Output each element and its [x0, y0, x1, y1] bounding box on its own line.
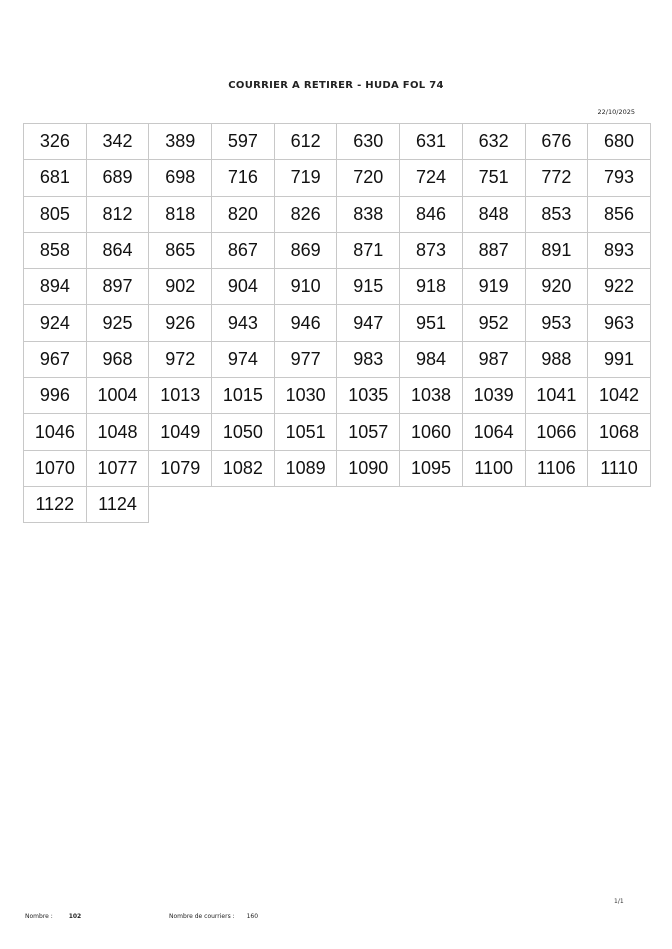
table-cell: 869: [275, 233, 338, 269]
courriers-label: Nombre de courriers :: [169, 913, 235, 920]
table-cell: 904: [212, 269, 275, 305]
table-cell: 853: [526, 197, 589, 233]
table-cell: 751: [463, 160, 526, 196]
table-cell: 946: [275, 305, 338, 341]
nombre-value: 102: [68, 913, 82, 920]
table-cell: 1100: [463, 451, 526, 487]
page-number: 1/1: [614, 898, 624, 905]
document-date: 22/10/2025: [597, 108, 635, 116]
table-cell: 1051: [275, 414, 338, 450]
table-cell: 632: [463, 124, 526, 160]
table-cell: 630: [337, 124, 400, 160]
table-cell: 1035: [337, 378, 400, 414]
table-cell: 698: [149, 160, 212, 196]
table-cell: 1039: [463, 378, 526, 414]
table-cell: 1077: [87, 451, 150, 487]
table-cell: 1048: [87, 414, 150, 450]
table-cell: 967: [24, 342, 87, 378]
table-cell: 724: [400, 160, 463, 196]
table-cell: 887: [463, 233, 526, 269]
table-cell: 943: [212, 305, 275, 341]
table-cell: 988: [526, 342, 589, 378]
table-cell: 947: [337, 305, 400, 341]
table-cell: 867: [212, 233, 275, 269]
table-cell: 894: [24, 269, 87, 305]
table-cell: 1082: [212, 451, 275, 487]
table-cell: 1066: [526, 414, 589, 450]
table-cell: 952: [463, 305, 526, 341]
table-cell: 826: [275, 197, 338, 233]
document-title: COURRIER A RETIRER - HUDA FOL 74: [228, 80, 444, 91]
table-cell: 1068: [588, 414, 651, 450]
table-cell: 1041: [526, 378, 589, 414]
table-cell: 326: [24, 124, 87, 160]
table-cell: 922: [588, 269, 651, 305]
table-cell: 1046: [24, 414, 87, 450]
table-cell: 925: [87, 305, 150, 341]
table-cell: 920: [526, 269, 589, 305]
table-cell: 972: [149, 342, 212, 378]
table-cell: 1015: [212, 378, 275, 414]
courriers-value: 160: [246, 913, 259, 920]
table-cell: 805: [24, 197, 87, 233]
table-cell: 871: [337, 233, 400, 269]
table-cell: 793: [588, 160, 651, 196]
table-cell: 977: [275, 342, 338, 378]
table-cell: 1090: [337, 451, 400, 487]
table-cell: 858: [24, 233, 87, 269]
table-cell: 612: [275, 124, 338, 160]
table-cell: 910: [275, 269, 338, 305]
table-cell: 865: [149, 233, 212, 269]
table-cell: 915: [337, 269, 400, 305]
table-cell: 681: [24, 160, 87, 196]
table-cell: 680: [588, 124, 651, 160]
table-cell: 987: [463, 342, 526, 378]
table-cell: 963: [588, 305, 651, 341]
table-cell: 846: [400, 197, 463, 233]
table-cell: 991: [588, 342, 651, 378]
table-cell: 996: [24, 378, 87, 414]
table-cell: 968: [87, 342, 150, 378]
table-cell: 1106: [526, 451, 589, 487]
mail-number-table: [23, 123, 651, 523]
table-cell: 1079: [149, 451, 212, 487]
table-cell: 974: [212, 342, 275, 378]
table-cell: 1070: [24, 451, 87, 487]
table-cell: 1030: [275, 378, 338, 414]
table-cell: 984: [400, 342, 463, 378]
table-cell: 1110: [588, 451, 651, 487]
table-cell: 631: [400, 124, 463, 160]
table-cell: 1089: [275, 451, 338, 487]
table-cell: 897: [87, 269, 150, 305]
table-cell: 597: [212, 124, 275, 160]
table-cell: 1057: [337, 414, 400, 450]
table-cell: 719: [275, 160, 338, 196]
table-cell: 389: [149, 124, 212, 160]
table-cell: 1050: [212, 414, 275, 450]
table-cell: 1124: [87, 487, 150, 523]
table-cell: 1004: [87, 378, 150, 414]
table-cell: 1049: [149, 414, 212, 450]
table-cell: 864: [87, 233, 150, 269]
table-cell: 983: [337, 342, 400, 378]
table-cell: 924: [24, 305, 87, 341]
table-cell: 926: [149, 305, 212, 341]
table-cell: 918: [400, 269, 463, 305]
table-cell: 676: [526, 124, 589, 160]
table-cell: 1038: [400, 378, 463, 414]
table-cell: 818: [149, 197, 212, 233]
table-cell: 1122: [24, 487, 87, 523]
table-cell: 1042: [588, 378, 651, 414]
table-cell: 951: [400, 305, 463, 341]
table-cell: 953: [526, 305, 589, 341]
table-cell: 902: [149, 269, 212, 305]
footer-nombre: [25, 913, 81, 920]
nombre-label: Nombre :: [25, 913, 53, 920]
table-cell: 1060: [400, 414, 463, 450]
table-cell: 891: [526, 233, 589, 269]
footer-courriers: [169, 913, 258, 920]
table-cell: 716: [212, 160, 275, 196]
table-cell: 820: [212, 197, 275, 233]
table-cell: 838: [337, 197, 400, 233]
table-cell: 342: [87, 124, 150, 160]
table-cell: 893: [588, 233, 651, 269]
table-cell: 848: [463, 197, 526, 233]
table-cell: 1013: [149, 378, 212, 414]
table-cell: 720: [337, 160, 400, 196]
table-cell: 873: [400, 233, 463, 269]
table-cell: 919: [463, 269, 526, 305]
table-cell: 812: [87, 197, 150, 233]
table-cell: 856: [588, 197, 651, 233]
table-cell: 689: [87, 160, 150, 196]
table-cell: 1064: [463, 414, 526, 450]
table-cell: 1095: [400, 451, 463, 487]
table-cell: 772: [526, 160, 589, 196]
